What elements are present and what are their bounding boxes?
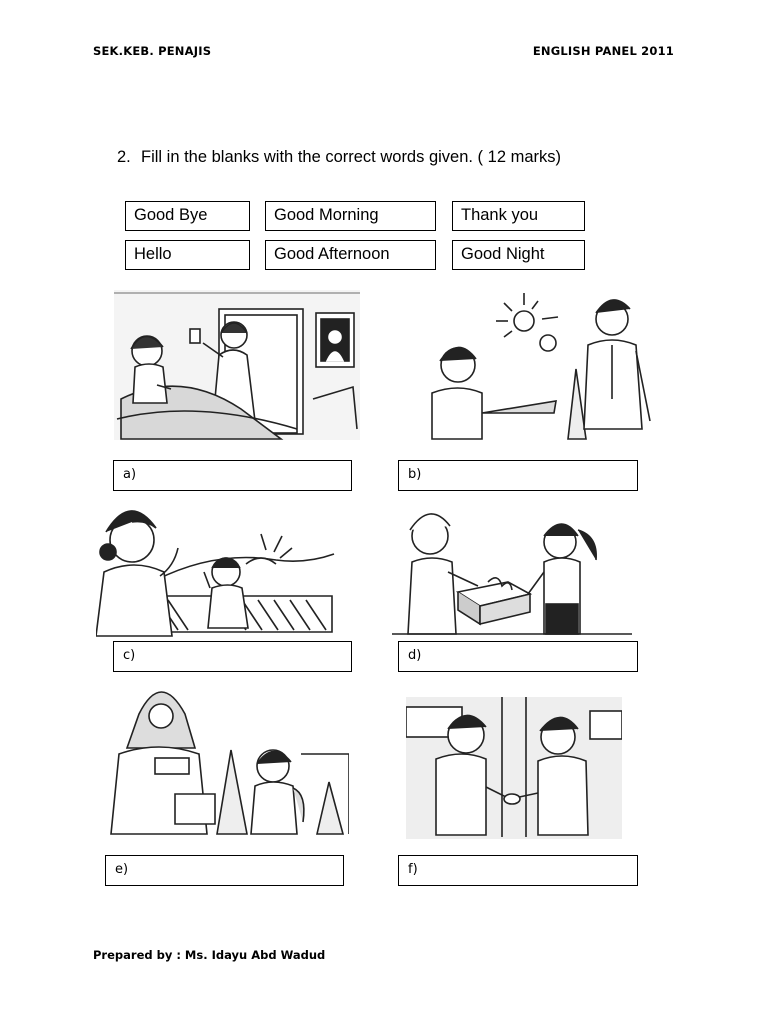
answer-box-b[interactable]: b) <box>398 460 638 491</box>
question-instruction <box>117 148 561 167</box>
panel-name: ENGLISH PANEL 2011 <box>532 44 674 58</box>
word-hello: Hello <box>125 240 250 270</box>
answer-box-a[interactable]: a) <box>113 460 352 491</box>
word-thank-you: Thank you <box>452 201 585 231</box>
word-good-afternoon: Good Afternoon <box>265 240 436 270</box>
answer-box-f[interactable]: f) <box>398 855 638 886</box>
question-number: 2. <box>117 148 131 166</box>
answer-box-d[interactable]: d) <box>398 641 638 672</box>
picture-b-morning <box>408 289 658 441</box>
answer-box-e[interactable]: e) <box>105 855 344 886</box>
picture-f-hello <box>406 697 622 839</box>
prepared-by: Prepared by : Ms. Idayu Abd Wadud <box>93 948 326 962</box>
picture-c-goodbye <box>96 492 336 638</box>
picture-e-afternoon <box>105 684 349 836</box>
answer-box-c[interactable]: c) <box>113 641 352 672</box>
word-good-night: Good Night <box>452 240 585 270</box>
school-name: SEK.KEB. PENAJIS <box>93 44 212 58</box>
picture-d-thank-you <box>392 500 632 638</box>
word-good-bye: Good Bye <box>125 201 250 231</box>
word-good-morning: Good Morning <box>265 201 436 231</box>
picture-a-bedroom <box>113 289 361 441</box>
question-text: Fill in the blanks with the correct words given. ( 12 marks) <box>141 148 561 166</box>
